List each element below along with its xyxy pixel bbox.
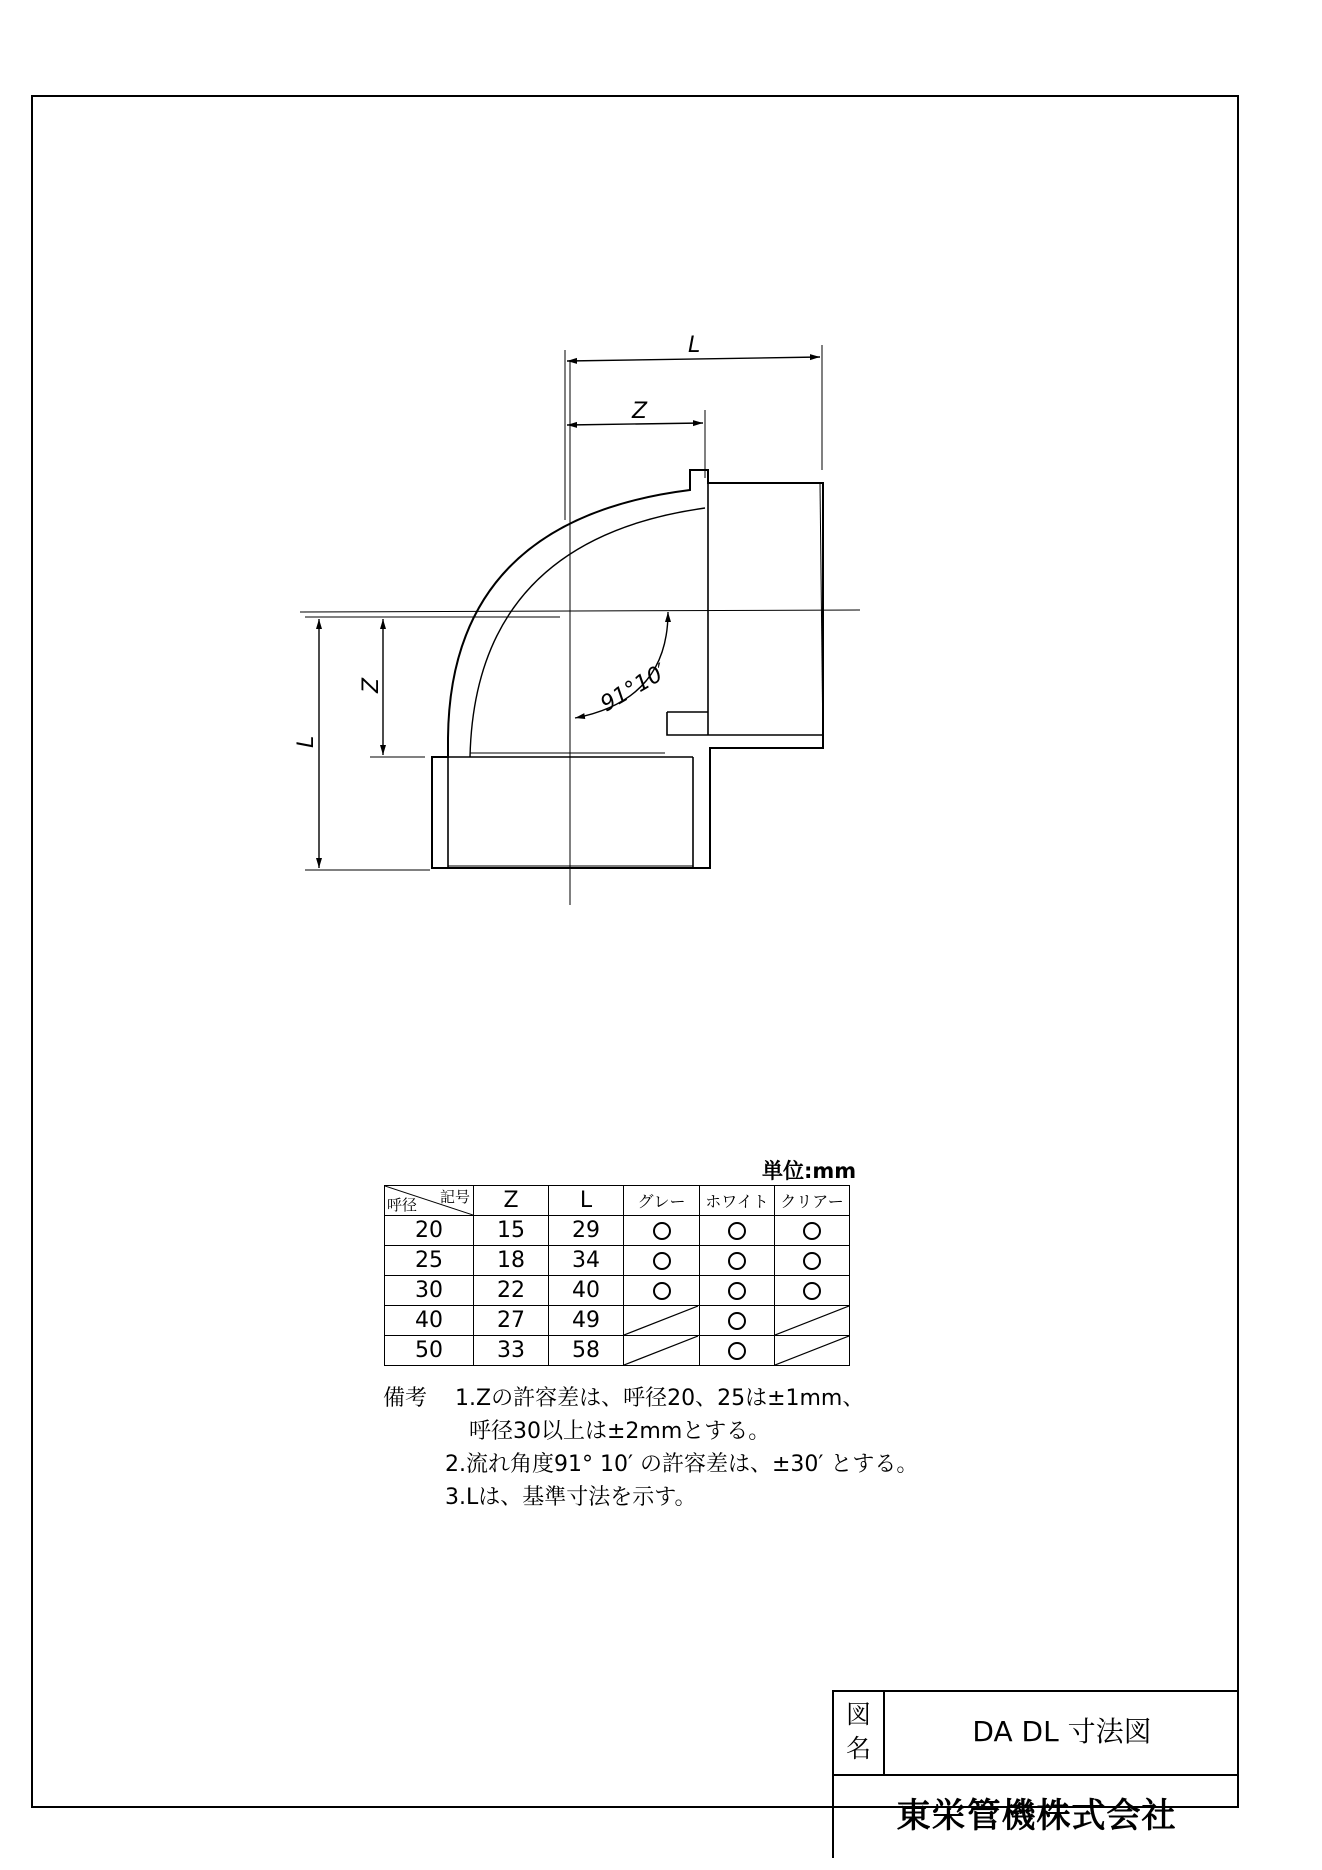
table-row — [385, 1246, 850, 1276]
cell-l: 40 — [549, 1276, 624, 1306]
corner-bottom-label: 呼径 — [387, 1196, 418, 1214]
note-2: 2.流れ角度91° 10′ の許容差は、±30′ とする。 — [445, 1452, 919, 1477]
title-label-cell — [832, 1690, 883, 1774]
table-header-row — [385, 1186, 850, 1216]
available-circle-icon — [728, 1252, 746, 1270]
available-circle-icon — [653, 1252, 671, 1270]
notes-label: 備考 — [383, 1386, 428, 1411]
cell-clear — [775, 1216, 850, 1246]
not-available-slash-icon — [775, 1336, 849, 1365]
not-available-slash-icon — [624, 1306, 698, 1335]
cell-clear — [775, 1276, 850, 1306]
available-circle-icon — [728, 1282, 746, 1300]
table-row — [385, 1276, 850, 1306]
label-angle: 91°10′ — [596, 659, 672, 718]
cell-l: 29 — [549, 1216, 624, 1246]
header-z: Z — [474, 1186, 549, 1216]
header-gray: グレー — [624, 1186, 700, 1216]
title-block — [832, 1690, 1239, 1858]
header-clear: クリアー — [775, 1186, 850, 1216]
cell-white — [700, 1336, 775, 1366]
spec-table — [384, 1185, 850, 1366]
cell-gray — [624, 1306, 700, 1336]
cell-gray — [624, 1336, 700, 1366]
label-z-left: Z — [359, 677, 384, 693]
cell-gray — [624, 1276, 700, 1306]
title-label-1: 図 — [846, 1700, 872, 1729]
not-available-slash-icon — [624, 1336, 698, 1365]
cell-gray — [624, 1246, 700, 1276]
table-row — [385, 1216, 850, 1246]
elbow-outline — [432, 470, 823, 868]
table-row — [385, 1306, 850, 1336]
cell-size: 40 — [385, 1306, 474, 1336]
drawing-name: DA DL 寸法図 — [883, 1690, 1239, 1774]
company-name: 東栄管機株式会社 — [832, 1774, 1239, 1858]
cell-white — [700, 1276, 775, 1306]
available-circle-icon — [653, 1222, 671, 1240]
cell-l: 58 — [549, 1336, 624, 1366]
header-l: L — [549, 1186, 624, 1216]
note-1: 1.Zの許容差は、呼径20、25は±1mm、 — [455, 1386, 865, 1411]
cell-white — [700, 1306, 775, 1336]
available-circle-icon — [803, 1252, 821, 1270]
available-circle-icon — [803, 1222, 821, 1240]
note-1b: 呼径30以上は±2mmとする。 — [469, 1419, 771, 1444]
cell-l: 34 — [549, 1246, 624, 1276]
cell-z: 15 — [474, 1216, 549, 1246]
header-white: ホワイト — [700, 1186, 775, 1216]
notes — [383, 1382, 918, 1514]
available-circle-icon — [728, 1222, 746, 1240]
cell-clear — [775, 1306, 850, 1336]
cell-size: 50 — [385, 1336, 474, 1366]
available-circle-icon — [728, 1342, 746, 1360]
note-3: 3.Lは、基準寸法を示す。 — [445, 1485, 697, 1510]
cell-white — [700, 1246, 775, 1276]
cell-z: 22 — [474, 1276, 549, 1306]
cell-white — [700, 1216, 775, 1246]
cell-z: 33 — [474, 1336, 549, 1366]
unit-label: 単位:mm — [762, 1159, 857, 1183]
cell-clear — [775, 1336, 850, 1366]
corner-cell — [385, 1186, 474, 1216]
cell-size: 25 — [385, 1246, 474, 1276]
corner-top-label: 記号 — [439, 1188, 470, 1206]
cell-l: 49 — [549, 1306, 624, 1336]
label-l-left: L — [294, 735, 319, 748]
horizontal-centerline — [300, 610, 860, 612]
label-l-top: L — [688, 333, 701, 358]
not-available-slash-icon — [775, 1306, 849, 1335]
label-z-top: Z — [632, 399, 648, 424]
cell-gray — [624, 1216, 700, 1246]
cell-clear — [775, 1246, 850, 1276]
cell-z: 27 — [474, 1306, 549, 1336]
title-label-2: 名 — [846, 1734, 872, 1763]
cell-z: 18 — [474, 1246, 549, 1276]
available-circle-icon — [728, 1312, 746, 1330]
available-circle-icon — [803, 1282, 821, 1300]
cell-size: 20 — [385, 1216, 474, 1246]
available-circle-icon — [653, 1282, 671, 1300]
inner-bore-arc — [470, 508, 705, 757]
table-row — [385, 1336, 850, 1366]
cell-size: 30 — [385, 1276, 474, 1306]
